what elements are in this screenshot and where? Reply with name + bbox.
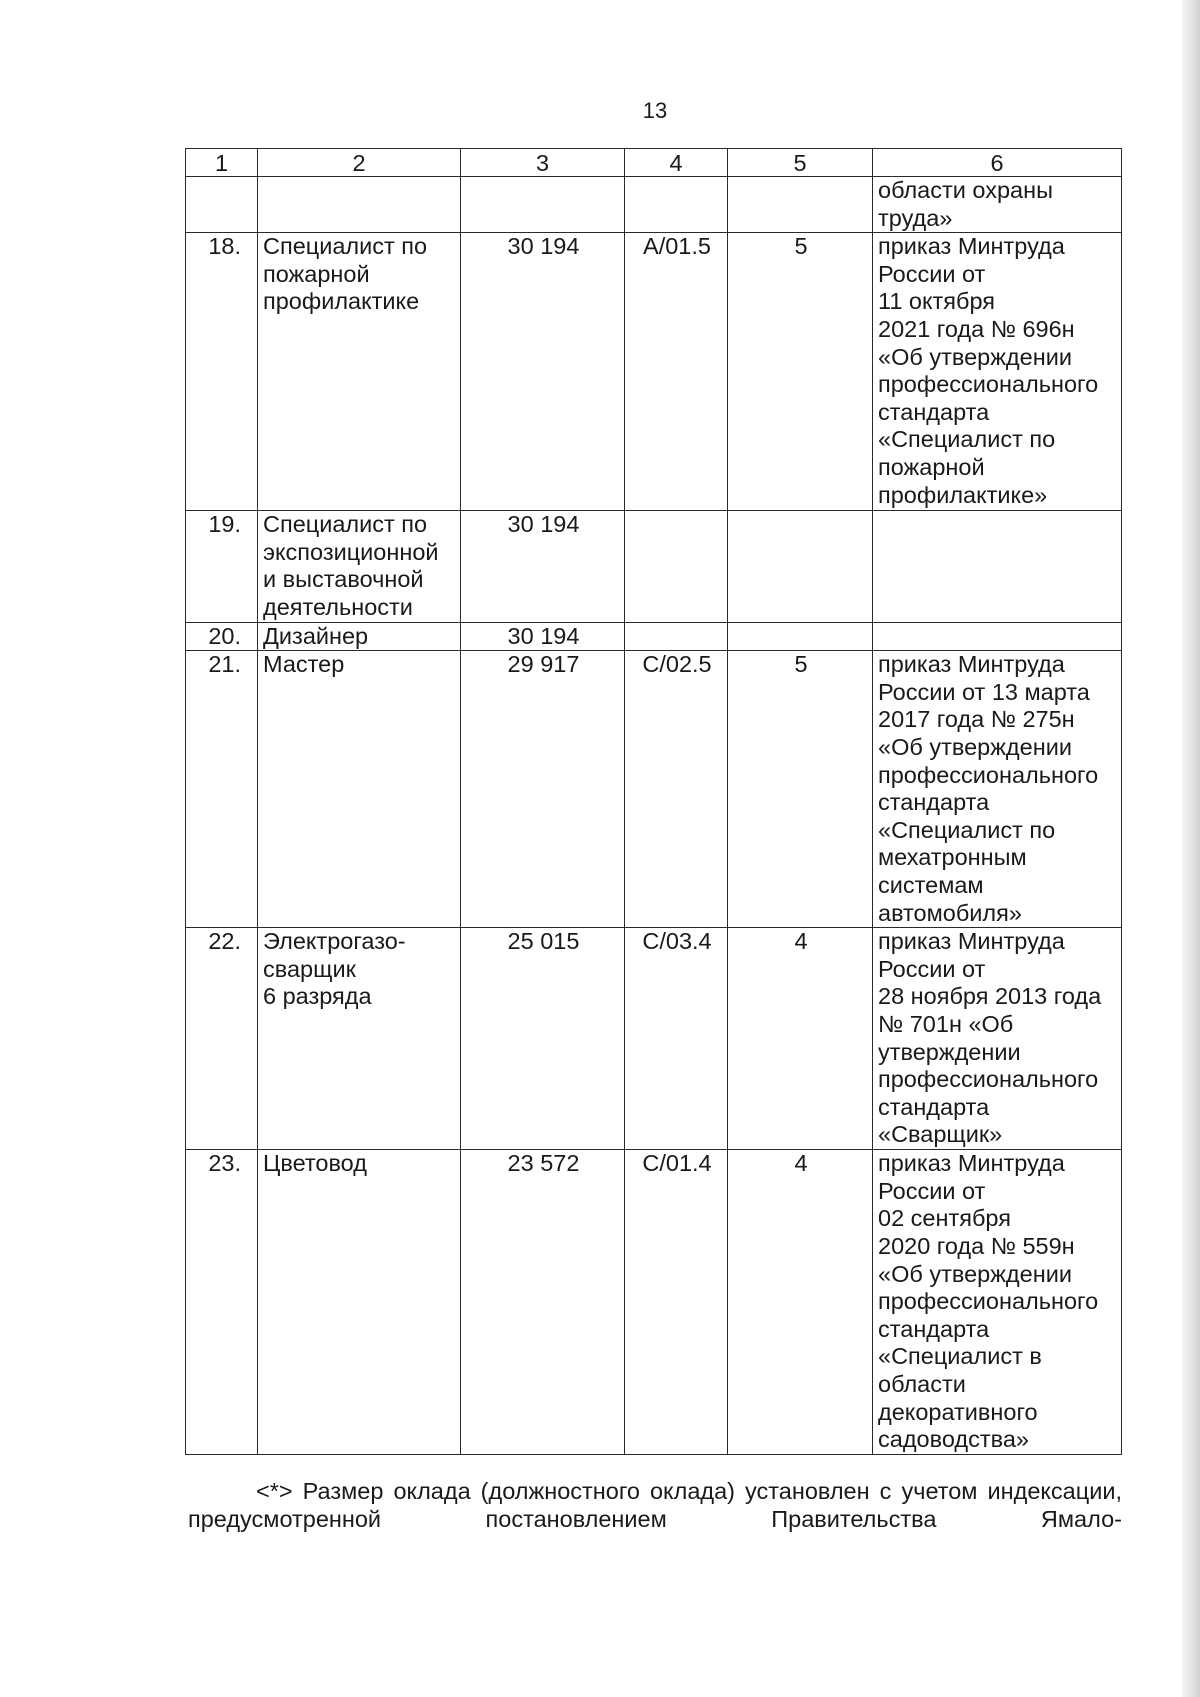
position-name: Специалист по пожарной профилактике xyxy=(258,233,461,511)
qualification-level: 5 xyxy=(728,651,873,928)
standard-document: приказ Минтруда России от 13 марта 2017 года № 275н «Об утверждении профессионального стандарта «Специалист по мехатронным системам автомобиля» xyxy=(873,651,1122,928)
position-name: Дизайнер xyxy=(258,622,461,651)
column-header: 1 xyxy=(186,149,258,177)
position-name xyxy=(258,177,461,233)
function-code xyxy=(625,622,728,651)
row-number: 21. xyxy=(186,651,258,928)
function-code: С/01.4 xyxy=(625,1150,728,1455)
standard-document: области охраны труда» xyxy=(873,177,1122,233)
position-name: Электрогазо- сварщик 6 разряда xyxy=(258,928,461,1150)
table-row xyxy=(186,928,1122,1150)
function-code xyxy=(625,177,728,233)
standard-document xyxy=(873,511,1122,622)
row-number: 19. xyxy=(186,511,258,622)
row-number: 18. xyxy=(186,233,258,511)
qualification-level xyxy=(728,177,873,233)
function-code: С/02.5 xyxy=(625,651,728,928)
standard-document: приказ Минтруда России от 11 октября 2021 года № 696н «Об утверждении профессионального стандарта «Специалист по пожарной профилактике» xyxy=(873,233,1122,511)
qualification-level: 4 xyxy=(728,928,873,1150)
row-number: 22. xyxy=(186,928,258,1150)
position-name: Цветовод xyxy=(258,1150,461,1455)
salary-value: 30 194 xyxy=(461,511,625,622)
table-row xyxy=(186,511,1122,622)
table-row xyxy=(186,1150,1122,1455)
column-header: 5 xyxy=(728,149,873,177)
salary-table xyxy=(185,148,1122,1455)
scan-edge xyxy=(1182,0,1200,1697)
standard-document: приказ Минтруда России от 28 ноября 2013 года № 701н «Об утверждении профессионального стандарта «Сварщик» xyxy=(873,928,1122,1150)
salary-value xyxy=(461,177,625,233)
row-number xyxy=(186,177,258,233)
standard-document xyxy=(873,622,1122,651)
position-name: Специалист по экспозиционной и выставочной деятельности xyxy=(258,511,461,622)
row-number: 23. xyxy=(186,1150,258,1455)
table-row xyxy=(186,177,1122,233)
column-header: 2 xyxy=(258,149,461,177)
salary-value: 23 572 xyxy=(461,1150,625,1455)
page-number: 13 xyxy=(642,98,668,123)
salary-value: 29 917 xyxy=(461,651,625,928)
qualification-level: 4 xyxy=(728,1150,873,1455)
function-code: А/01.5 xyxy=(625,233,728,511)
column-header: 4 xyxy=(625,149,728,177)
salary-value: 30 194 xyxy=(461,622,625,651)
function-code: С/03.4 xyxy=(625,928,728,1150)
table-row xyxy=(186,622,1122,651)
salary-value: 30 194 xyxy=(461,233,625,511)
qualification-level xyxy=(728,622,873,651)
salary-value: 25 015 xyxy=(461,928,625,1150)
function-code xyxy=(625,511,728,622)
qualification-level: 5 xyxy=(728,233,873,511)
table-row xyxy=(186,233,1122,511)
footnote-text: <*> Размер оклада (должностного оклада) установлен с учетом индексации, предусмотренной постановлением Правительства Ямало- xyxy=(188,1478,1122,1532)
qualification-level xyxy=(728,511,873,622)
position-name: Мастер xyxy=(258,651,461,928)
standard-document: приказ Минтруда России от 02 сентября 2020 года № 559н «Об утверждении профессионального стандарта «Специалист в области декоративного садоводства» xyxy=(873,1150,1122,1455)
column-header: 3 xyxy=(461,149,625,177)
column-header: 6 xyxy=(873,149,1122,177)
row-number: 20. xyxy=(186,622,258,651)
table-row xyxy=(186,651,1122,928)
table-header-row xyxy=(186,149,1122,177)
